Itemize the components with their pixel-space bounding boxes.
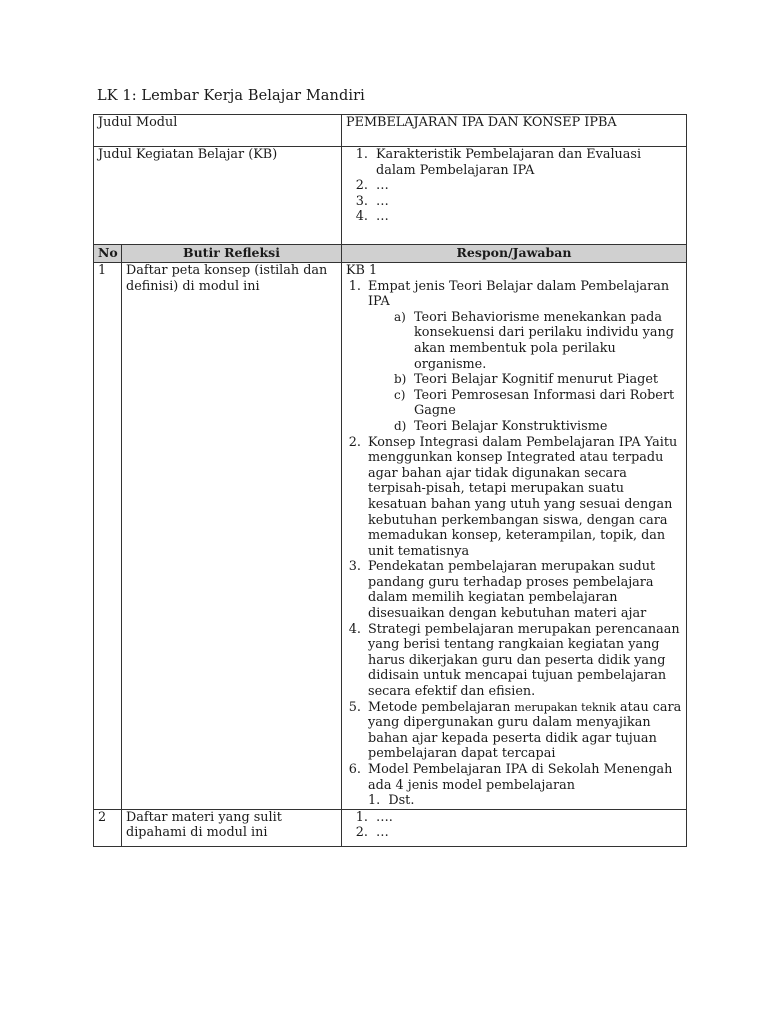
kb-title-item: 4. …	[372, 209, 682, 225]
column-header-no: No	[94, 245, 122, 263]
kb-title-item: 1. Karakteristik Pembelajaran dan Evaluasi dalam Pembelajaran IPA	[372, 147, 682, 178]
theory-sublist	[368, 310, 682, 435]
table-row	[94, 263, 687, 810]
list-item: 1. ….	[372, 810, 682, 826]
row-butir: Daftar materi yang sulit dipahami di modul ini	[122, 809, 342, 846]
kb-title-label: Judul Kegiatan Belajar (KB)	[94, 147, 342, 245]
column-header-respon: Respon/Jawaban	[342, 245, 687, 263]
difficult-material-list	[346, 810, 682, 841]
list-item: 2. Konsep Integrasi dalam Pembelajaran IPA Yaitu menggunkan konsep Integrated atau terpadu agar bahan ajar tidak digunakan secara terpisah-pisah, tetapi merupakan suatu kesatuan bahan yang utuh yang sesuai dengan kebutuhan perkembangan siswa, dengan cara memadukan konsep, keterampilan, topik, dan unit tematisnya	[365, 435, 682, 560]
column-header-butir: Butir Refleksi	[122, 245, 342, 263]
list-item: 6. Model Pembelajaran IPA di Sekolah Menengah ada 4 jenis model pembelajaran	[365, 762, 682, 793]
worksheet-table	[93, 114, 687, 847]
row-respon	[342, 809, 687, 846]
list-item: 4. Strategi pembelajaran merupakan perencanaan yang berisi tentang rangkaian kegiatan yang harus dikerjakan guru dan peserta didik yang didisain untuk mencapai tujuan pembelajaran secara efektif dan efisien.	[365, 622, 682, 700]
list-item: d) Teori Belajar Konstruktivisme	[394, 418, 608, 434]
row-respon	[342, 263, 687, 810]
kb-title-item: 3. …	[372, 194, 682, 210]
list-item: 2. …	[372, 825, 682, 841]
concept-list	[346, 279, 682, 794]
kb-label: KB 1	[346, 263, 378, 278]
row-number: 2	[94, 809, 122, 846]
kb-title-list-cell	[342, 147, 687, 245]
kb-title-row	[94, 147, 687, 245]
row-number: 1	[94, 263, 122, 810]
list-item: 3. Pendekatan pembelajaran merupakan sudut pandang guru terhadap proses pembelajara dalam memilih kegiatan pembelajaran disesuaikan dengan kebutuhan materi ajar	[365, 559, 682, 621]
module-title-label: Judul Modul	[94, 115, 342, 147]
module-title-value: PEMBELAJARAN IPA DAN KONSEP IPBA	[342, 115, 687, 147]
list-item: 5. Metode pembelajaran merupakan teknik atau cara yang dipergunakan guru dalam menyajikan bahan ajar kepada peserta didik agar tujuan pembelajaran dapat tercapai	[365, 700, 682, 762]
list-item: b) Teori Belajar Kognitif menurut Piaget	[394, 372, 659, 388]
document-title: LK 1: Lembar Kerja Belajar Mandiri	[97, 88, 365, 104]
list-item: a) Teori Behaviorisme menekankan pada konsekuensi dari perilaku individu yang akan membentuk pola perilaku organisme.	[394, 309, 674, 372]
list-item: c) Teori Pemrosesan Informasi dari Robert Gagne	[394, 387, 675, 419]
list-item: 1. Empat jenis Teori Belajar dalam Pembelajaran IPA a) Teori Behaviorisme menekankan pada konsekuensi dari perilaku individu yang akan membentuk pola perilaku organisme. b) Teori Belajar Kognitif menurut Piaget c) Teori Pemrosesan Informasi dari Robert Gagne d) Teori Belajar Konstruktivisme	[365, 279, 682, 435]
column-header-row	[94, 245, 687, 263]
kb-title-list	[346, 147, 682, 225]
list-item-dst: 1. Dst.	[368, 793, 415, 809]
table-row	[94, 809, 687, 846]
kb-title-item: 2. …	[372, 178, 682, 194]
module-title-row	[94, 115, 687, 147]
row-butir: Daftar peta konsep (istilah dan definisi) di modul ini	[122, 263, 342, 810]
